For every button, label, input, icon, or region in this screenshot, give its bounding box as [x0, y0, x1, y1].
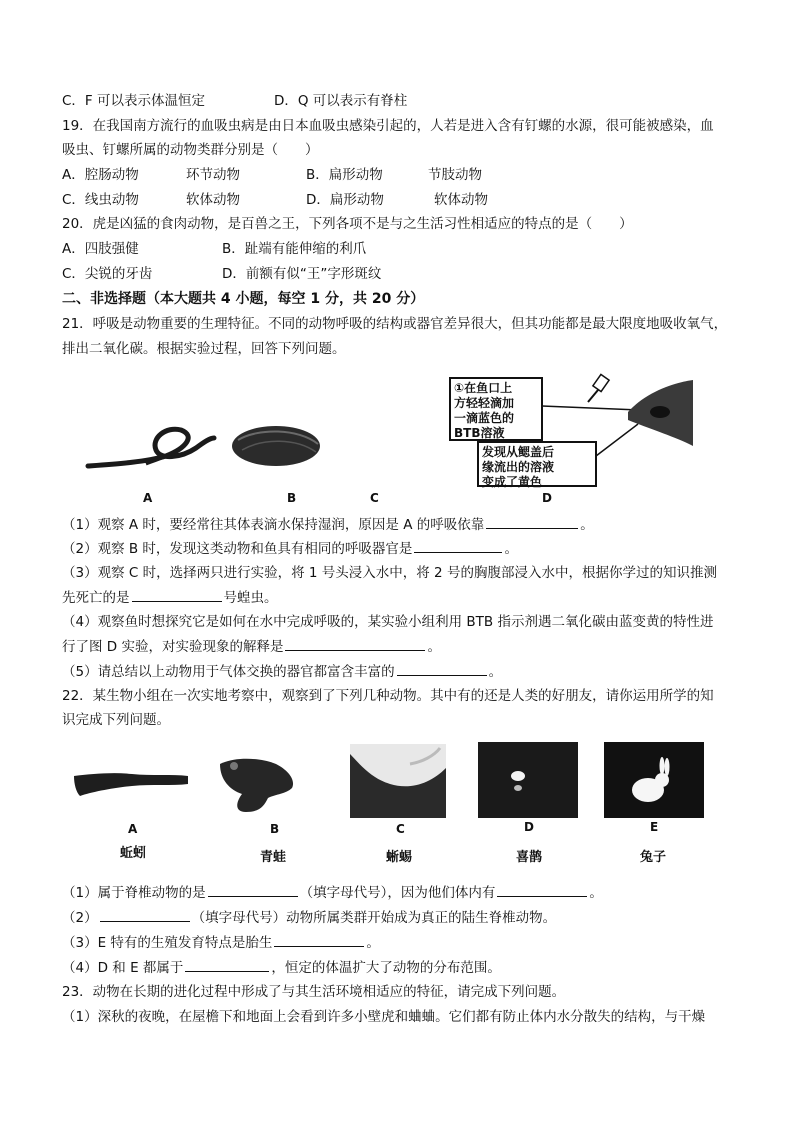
fig21-box2-line1: 发现从鳃盖后	[482, 445, 555, 459]
q22-sub3-blank[interactable]	[274, 932, 364, 947]
q21-sub4-line2: 行了图 D 实验，对实验现象的解释是 。	[62, 636, 441, 657]
q21-sub2: （2）观察 B 时，发现这类动物和鱼具有相同的呼吸器官是 。	[62, 538, 518, 559]
animal-name-rabbit: 兔子	[640, 850, 667, 865]
fig22-label-a: A	[128, 822, 138, 836]
q21-sub1: （1）观察 A 时，要经常往其体表滴水保持湿润，原因是 A 的呼吸依靠 。	[62, 514, 594, 535]
fig21-box2-line2: 缘流出的溶液	[482, 460, 555, 474]
q22-sub1-blank2[interactable]	[497, 882, 587, 897]
q22-sub1: （1）属于脊椎动物的是 （填字母代号），因为他们体内有 。	[62, 882, 603, 903]
q22-sub1-blank1[interactable]	[208, 882, 298, 897]
q19-option-c2: 软体动物	[186, 192, 240, 208]
frog-photo-b	[216, 754, 300, 814]
fig22-label-d: D	[524, 820, 534, 834]
earthworm-photo-a	[72, 762, 192, 802]
animal-name-earthworm: 蚯蚓	[120, 846, 147, 861]
q21-sub5: （5）请总结以上动物用于气体交换的器官都富含丰富的 。	[62, 661, 502, 682]
q19-option-d1: D．扁形动物	[306, 192, 384, 208]
fig22-label-c: C	[396, 822, 405, 836]
fig22-label-e: E	[650, 820, 659, 834]
earthworm-figure-a	[86, 418, 216, 478]
q22-stem-line1: 22．某生物小组在一次实地考察中，观察到了下列几种动物。其中有的还是人类的好朋友，请你运用所学的知	[62, 688, 714, 704]
q22-sub4-blank[interactable]	[185, 957, 269, 972]
section2-title: 二、非选择题（本大题共 4 小题，每空 1 分，共 20 分）	[62, 291, 425, 307]
q19-stem-line1: 19．在我国南方流行的血吸虫病是由日本血吸虫感染引起的，人若是进入含有钉螺的水源，很可能被感染，血	[62, 118, 714, 134]
clam-figure-b	[228, 424, 328, 474]
q20-option-c: C．尖锐的牙齿	[62, 266, 153, 282]
q23-sub1: （1）深秋的夜晚，在屋檐下和地面上会看到许多小壁虎和蛐蛐。它们都有防止体内水分散失的结构，与干燥	[62, 1009, 706, 1025]
q19-option-b2: 节肢动物	[428, 167, 482, 183]
lizard-photo-c	[350, 744, 446, 818]
q19-option-c1: C．线虫动物	[62, 192, 139, 208]
q19-option-b1: B．扁形动物	[306, 167, 383, 183]
fig21-box1-line4: BTB溶液	[454, 426, 505, 440]
q20-stem: 20．虎是凶猛的食肉动物，是百兽之王，下列各项不是与之生活习性相适应的特点的是（ ）	[62, 216, 633, 232]
q21-stem-line1: 21．呼吸是动物重要的生理特征。不同的动物呼吸的结构或器官差异很大，但其功能都是最大限度地吸收氧气，	[62, 316, 728, 332]
animal-name-magpie: 喜鹊	[516, 850, 543, 865]
q21-sub4-blank[interactable]	[285, 636, 425, 651]
q18-option-d: D．Q 可以表示有脊柱	[274, 93, 408, 109]
q22-sub2-blank[interactable]	[100, 907, 190, 922]
fig22-label-b: B	[270, 822, 280, 836]
q23-stem: 23．动物在长期的进化过程中形成了与其生活环境相适应的特征，请完成下列问题。	[62, 984, 566, 1000]
fig21-box1-line1: ①在鱼口上	[454, 381, 513, 395]
fig21-label-d: D	[542, 491, 552, 505]
magpie-photo-d	[478, 742, 578, 818]
q21-sub5-blank[interactable]	[397, 661, 487, 676]
q20-option-d: D．前额有似“王”字形斑纹	[222, 266, 382, 282]
rabbit-photo-e	[604, 742, 704, 818]
q21-stem-line2: 排出二氧化碳。根据实验过程，回答下列问题。	[62, 341, 346, 357]
animal-name-lizard: 蜥蜴	[386, 850, 413, 865]
q21-sub2-blank[interactable]	[414, 538, 502, 553]
q21-sub3-line1: （3）观察 C 时，选择两只进行实验，将 1 号头浸入水中，将 2 号的胸腹部浸入水中，根据你学过的知识推测	[62, 565, 717, 581]
q22-sub3: （3）E 特有的生殖发育特点是胎生 。	[62, 932, 380, 953]
q22-sub4: （4）D 和 E 都属于 ，恒定的体温扩大了动物的分布范围。	[62, 957, 501, 978]
fig21-box1-line2: 方轻轻滴加	[454, 396, 515, 410]
q18-option-c: C．F 可以表示体温恒定	[62, 93, 205, 109]
q21-sub1-blank[interactable]	[486, 514, 578, 529]
q21-sub3-blank[interactable]	[132, 587, 222, 602]
q19-option-a2: 环节动物	[186, 167, 240, 183]
q19-stem-line2: 吸虫、钉螺所属的动物类群分别是（ ）	[62, 142, 319, 158]
fig21-label-b: B	[287, 491, 297, 505]
q20-option-a: A．四肢强健	[62, 241, 139, 257]
q19-option-a1: A．腔肠动物	[62, 167, 139, 183]
fig21-box1-line3: 一滴蓝色的	[454, 411, 515, 425]
q22-stem-line2: 识完成下列问题。	[62, 712, 170, 728]
animal-name-frog: 青蛙	[260, 850, 287, 865]
q20-option-b: B．趾端有能伸缩的利爪	[222, 241, 367, 257]
q21-sub3-line2: 先死亡的是 号蝗虫。	[62, 587, 278, 608]
fig21-label-c: C	[370, 491, 379, 505]
q22-sub2: （2） （填字母代号）动物所属类群开始成为真正的陆生脊椎动物。	[62, 907, 556, 928]
fig21-box2-line3: 变成了黄色	[482, 475, 543, 489]
q19-option-d2: 软体动物	[434, 192, 488, 208]
fig21-label-a: A	[143, 491, 153, 505]
q21-sub4-line1: （4）观察鱼时想探究它是如何在水中完成呼吸的，某实验小组利用 BTB 指示剂遇二氧化碳由蓝变黄的特性进	[62, 614, 714, 630]
